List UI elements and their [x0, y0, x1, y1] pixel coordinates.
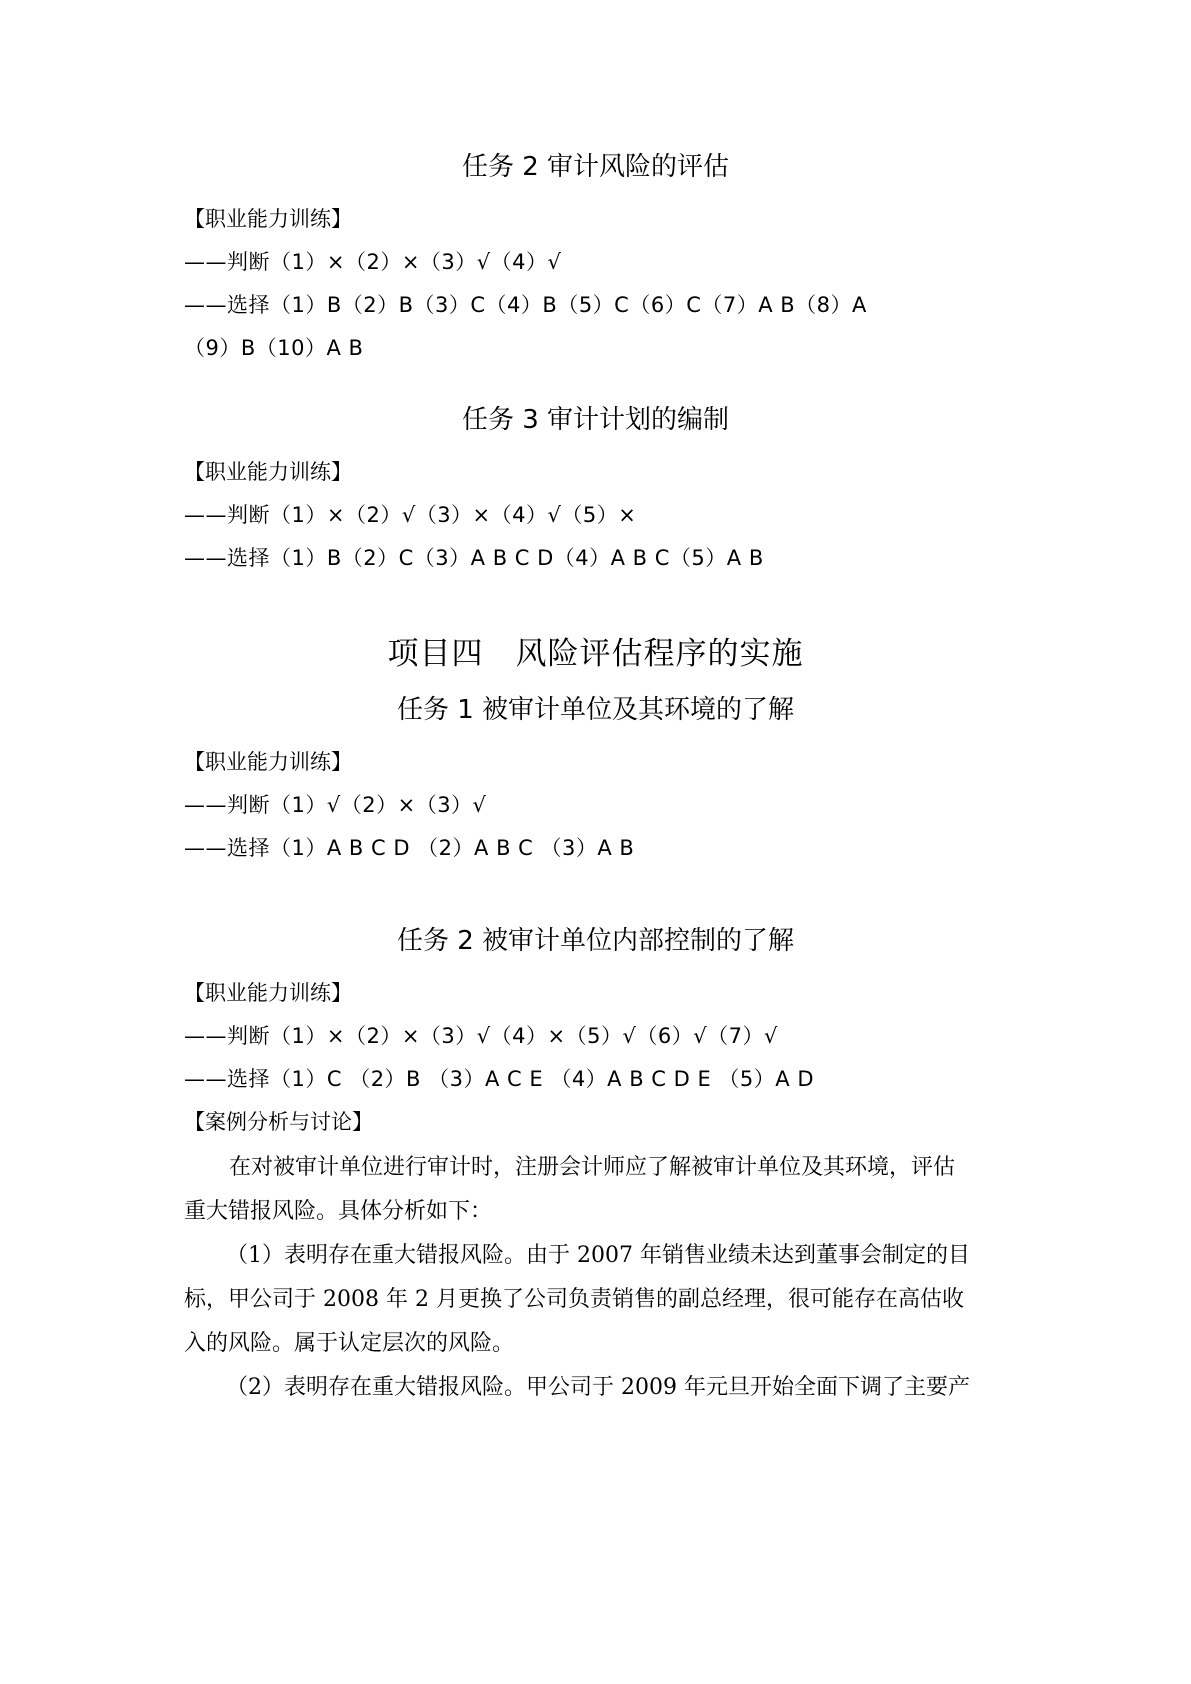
- judge-answers: ——判断（1）×（2）√（3）×（4）√（5）×: [184, 503, 637, 527]
- choice-answers-continued: （9）B（10）A B: [184, 336, 364, 360]
- choice-answers: ——选择（1）A B C D （2）A B C （3）A B: [184, 836, 635, 860]
- choice-answers: ——选择（1）B（2）C（3）A B C D（4）A B C（5）A B: [184, 546, 764, 570]
- paragraph-line: 入的风险。属于认定层次的风险。: [184, 1331, 515, 1356]
- paragraph-line: 标，甲公司于 2008 年 2 月更换了公司负责销售的副总经理，很可能存在高估收: [184, 1287, 964, 1312]
- paragraph-line: 在对被审计单位进行审计时，注册会计师应了解被审计单位及其环境，评估: [229, 1155, 956, 1180]
- training-label: 【职业能力训练】: [184, 750, 352, 774]
- paragraph-line: 重大错报风险。具体分析如下：: [184, 1199, 493, 1224]
- training-label: 【职业能力训练】: [184, 207, 352, 231]
- section-title: 任务 2 被审计单位内部控制的了解: [396, 926, 795, 956]
- case-analysis-label: 【案例分析与讨论】: [184, 1110, 373, 1134]
- judge-answers: ——判断（1）×（2）×（3）√（4）×（5）√（6）√（7）√: [184, 1024, 778, 1048]
- choice-answers: ——选择（1）B（2）B（3）C（4）B（5）C（6）C（7）A B（8）A: [184, 293, 867, 317]
- paragraph-line: （2）表明存在重大错报风险。甲公司于 2009 年元旦开始全面下调了主要产: [226, 1375, 970, 1400]
- judge-answers: ——判断（1）√（2）×（3）√: [184, 793, 487, 817]
- judge-answers: ——判断（1）×（2）×（3）√（4）√: [184, 250, 562, 274]
- choice-answers: ——选择（1）C （2）B （3）A C E （4）A B C D E （5）A D: [184, 1067, 815, 1091]
- paragraph-line: （1）表明存在重大错报风险。由于 2007 年销售业绩未达到董事会制定的目: [226, 1243, 970, 1268]
- training-label: 【职业能力训练】: [184, 460, 352, 484]
- training-label: 【职业能力训练】: [184, 981, 352, 1005]
- project-title: 项目四 风险评估程序的实施: [387, 636, 804, 672]
- section-title: 任务 2 审计风险的评估: [461, 152, 730, 182]
- section-title: 任务 3 审计计划的编制: [461, 405, 730, 435]
- section-title: 任务 1 被审计单位及其环境的了解: [396, 695, 795, 725]
